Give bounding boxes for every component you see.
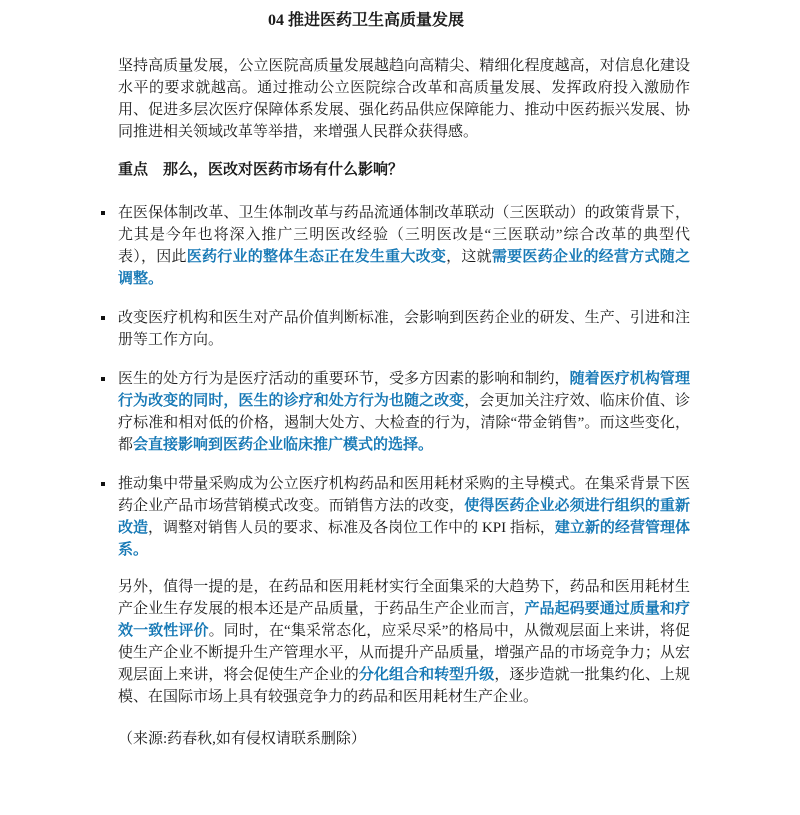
body-text: 在医保体制改革、卫生体制改革与药品流通体制改革联动（三医联动）的政策背景下，尤其是今年也将深入推广三明医改经验（三明医改是“三医联动”综合改革的典型代表），因此: [118, 205, 690, 265]
body-text: 改变医疗机构和医生对产品价值判断标准，会影响到医药企业的研发、生产、引进和注册等工作方向。: [118, 310, 690, 348]
bullet-icon: [101, 211, 105, 215]
source-note: （来源:药春秋,如有侵权请联系删除）: [118, 731, 366, 747]
list-item-text: [118, 476, 690, 558]
highlighted-text: 需要医药企业的经营方式随之调整。: [118, 249, 690, 287]
highlighted-text: 建立新的经营管理体系。: [118, 520, 690, 558]
list-item-text: [118, 205, 690, 287]
highlighted-text: 医药行业的整体生态正在发生重大改变: [186, 249, 447, 265]
closing-paragraph: [118, 576, 690, 708]
bullet-list: [118, 202, 690, 561]
highlighted-text: 会直接影响到医药企业临床推广模式的选择。: [133, 437, 434, 453]
highlighted-text: 产品起码要通过质量和疗效一致性评价: [118, 601, 690, 639]
highlighted-text: 分化组合和转型升级: [358, 667, 495, 683]
list-item: [118, 307, 690, 351]
bullet-icon: [101, 316, 105, 320]
body-text: 医生的处方行为是医疗活动的重要环节，受多方因素的影响和制约，: [118, 371, 570, 387]
body-text: ，这就: [446, 249, 492, 265]
highlighted-text: 使得医药企业必须进行组织的重新改造: [118, 498, 690, 536]
body-text: 推动集中带量采购成为公立医疗机构药品和医用耗材采购的主导模式。在集采背景下医药企业产品市场营销模式改变。而销售方法的改变，: [118, 476, 690, 514]
list-item: [118, 368, 690, 456]
list-item: [118, 473, 690, 561]
highlighted-text: 随着医疗机构管理行为改变的同时，医生的诊疗和处方行为也随之改变: [118, 371, 690, 409]
body-text: 。同时，在“集采常态化，应采尽采”的格局中，从微观层面上来讲，将促使生产企业不断提升生产管理水平，从而提升产品质量，增强产品的市场竞争力；从宏观层面上来讲，将会促使生产企业的: [118, 623, 690, 683]
list-item-text: [118, 310, 690, 348]
body-text: ，会更加关注疗效、临床价值、诊疗标准和相对低的价格，遏制大处方、大检查的行为，清除“带金销售”。而这些变化，都: [118, 393, 690, 453]
body-text: 另外，值得一提的是，在药品和医用耗材实行全面集采的大趋势下，药品和医用耗材生产企业生存发展的根本还是产品质量，于药品生产企业而言，: [118, 579, 690, 617]
bullet-icon: [101, 377, 105, 381]
page-title: 04 推进医药卫生高质量发展: [267, 12, 464, 29]
body-text: ，逐步造就一批集约化、上规模、在国际市场上具有较强竞争力的药品和医用耗材生产企业。: [118, 667, 690, 705]
intro-paragraph: 坚持高质量发展，公立医院高质量发展越趋向高精尖、精细化程度越高，对信息化建设水平的要求就越高。通过推动公立医院综合改革和高质量发展、发挥政府投入激励作用、促进多层次医疗保障体系发展、强化药品供应保障能力、推动中医药振兴发展、协同推进相关领域改革等举措，来增强人民群众获得感。: [118, 58, 690, 140]
section-heading: 重点 那么，医改对医药市场有什么影响？: [118, 162, 404, 178]
list-item-text: [118, 371, 690, 453]
list-item: [118, 202, 690, 290]
bullet-icon: [101, 482, 105, 486]
body-text: ，调整对销售人员的要求、标准及各岗位工作中的 KPI 指标，: [148, 520, 555, 536]
